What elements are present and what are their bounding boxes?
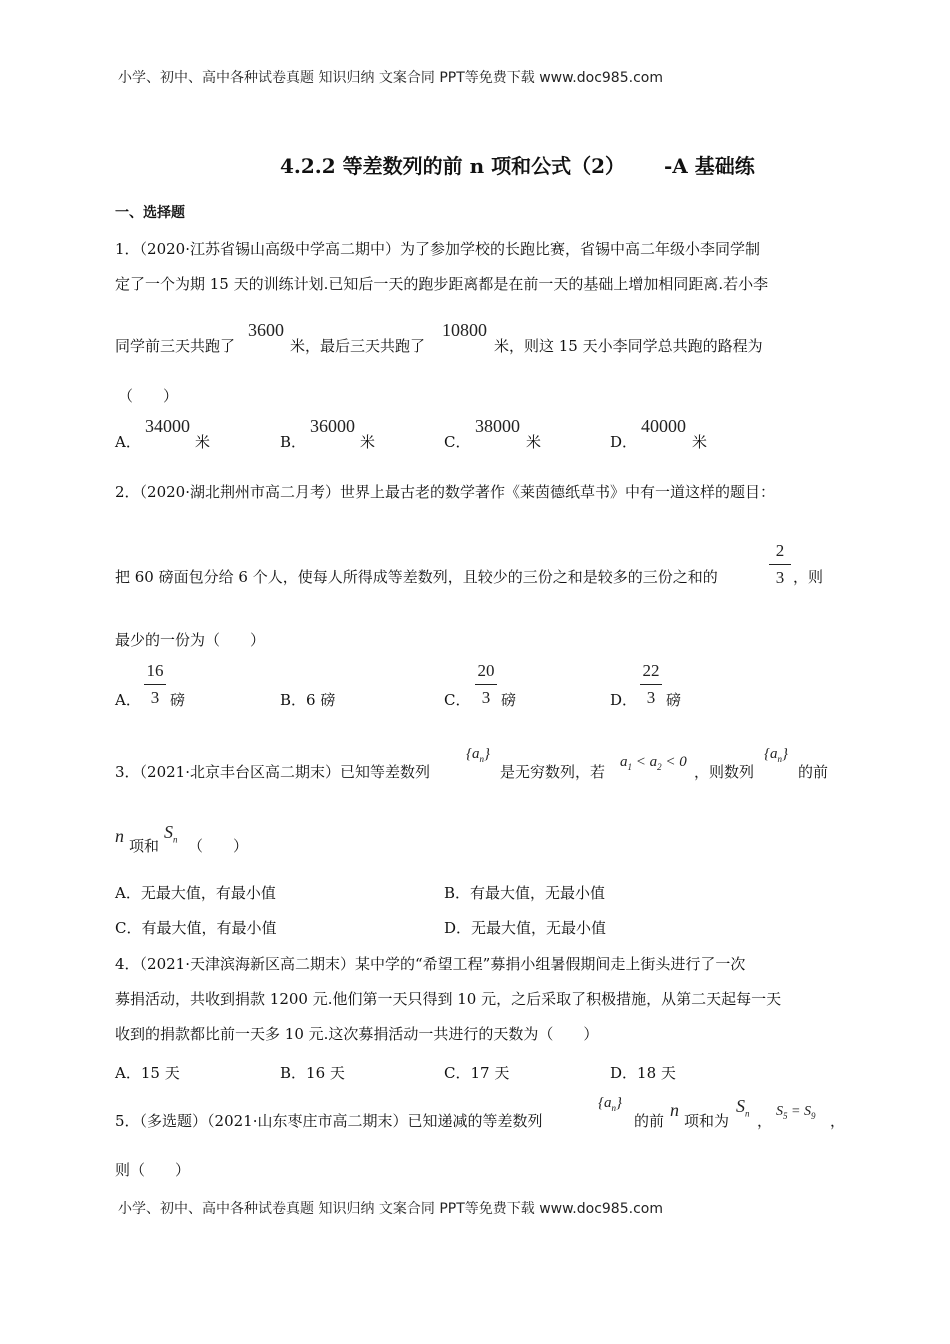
q4-line2: 募捐活动，共收到捐款 1200 元.他们第一天只得到 10 元，之后采取了积极措施，从第二天起每一天 [115, 990, 782, 1008]
q4-line1: 4．（2021·天津滨海新区高二期末）某中学的“希望工程”募捐小组暑假期间走上街头进行了一次 [115, 955, 746, 973]
q2-line2a: 把 60 磅面包分给 6 个人，使每人所得成等差数列，且较少的三份之和是较多的三份之和的 [115, 568, 718, 586]
page-title: 4.2.2 等差数列的前 n 项和公式（2） [280, 154, 626, 178]
q2-option-d-unit: 磅 [666, 691, 682, 709]
q5-line1d: ， [830, 1112, 846, 1130]
q2-option-a-unit: 磅 [170, 691, 186, 709]
q5-line1a: 5．（多选题）（2021·山东枣庄市高二期末）已知递减的等差数列 [115, 1112, 543, 1130]
q5-sum-sn: $S_n$ [736, 1096, 750, 1119]
q1-value-10800: 10800 [442, 320, 487, 340]
q3-option-c[interactable]: C．有最大值，有最小值 [115, 919, 277, 937]
q5-variable-n: n [670, 1100, 679, 1120]
q1-option-a-value: 34000 [145, 416, 190, 436]
q1-option-b-unit: 米 [360, 433, 376, 451]
q5-line2: 则（ ） [115, 1161, 191, 1179]
q2-option-d[interactable]: D． [610, 691, 638, 709]
q1-option-c[interactable]: C． [444, 433, 471, 451]
q4-option-d[interactable]: D．18 天 [610, 1064, 676, 1082]
q2-option-c-fraction: 20 3 [474, 660, 498, 709]
q3-sum-sn: $S_n$ [164, 822, 178, 845]
q2-line3: 最少的一份为（ ） [115, 631, 266, 649]
q3-line2a: 项和 [129, 837, 160, 855]
q3-line1a: 3．（2021·北京丰台区高二期末）已知等差数列 [115, 763, 430, 781]
q2-line2b: ，则 [793, 568, 824, 586]
q5-sequence-an: $\{a_n\}$ [598, 1095, 622, 1113]
q3-line1c: ，则数列 [694, 763, 755, 781]
q4-option-a[interactable]: A．15 天 [115, 1064, 180, 1082]
q1-line3c: 米，则这 15 天小李同学总共跑的路程为 [494, 337, 763, 355]
q2-option-a[interactable]: A． [115, 691, 141, 709]
q1-option-a[interactable]: A． [115, 433, 141, 451]
q3-condition: $a_1 < a_2 < 0$ [620, 754, 687, 772]
q4-line3: 收到的捐款都比前一天多 10 元.这次募捐活动一共进行的天数为（ ） [115, 1025, 599, 1043]
q1-option-d-value: 40000 [641, 416, 686, 436]
section-heading: 一、选择题 [115, 205, 185, 221]
q2-fraction-two-thirds: 2 3 [768, 540, 792, 589]
q2-option-d-fraction: 22 3 [639, 660, 663, 709]
q3-line1b: 是无穷数列，若 [500, 763, 606, 781]
q1-line2: 定了一个为期 15 天的训练计划.已知后一天的跑步距离都是在前一天的基础上增加相同距离.若小李 [115, 275, 769, 293]
q2-option-b[interactable]: B．6 磅 [280, 691, 336, 709]
q1-option-b[interactable]: B． [280, 433, 307, 451]
q4-option-b[interactable]: B．16 天 [280, 1064, 345, 1082]
q1-answer-paren: （ ） [118, 387, 179, 405]
q1-option-c-unit: 米 [526, 433, 542, 451]
q4-option-c[interactable]: C．17 天 [444, 1064, 510, 1082]
q1-line1: 1．（2020·江苏省锡山高级中学高二期中）为了参加学校的长跑比赛，省锡中高二年级小李同学制 [115, 240, 760, 258]
q1-line3b: 米，最后三天共跑了 [290, 337, 426, 355]
q3-option-d[interactable]: D．无最大值，无最小值 [444, 919, 607, 937]
q5-condition-s5-s9: $S_5 = S_9$ [776, 1104, 816, 1121]
page-subtitle: -A 基础练 [664, 154, 755, 178]
q5-comma: ， [757, 1112, 773, 1130]
q2-option-c[interactable]: C． [444, 691, 471, 709]
q5-line1b: 的前 [634, 1112, 665, 1130]
q3-line2b: （ ） [188, 837, 249, 855]
q1-value-3600: 3600 [248, 320, 284, 340]
q2-option-c-unit: 磅 [501, 691, 517, 709]
q1-option-d-unit: 米 [692, 433, 708, 451]
q3-sequence-an-2: $\{a_n\}$ [764, 746, 788, 764]
q3-variable-n: n [115, 826, 124, 846]
q1-option-b-value: 36000 [310, 416, 355, 436]
page-header: 小学、初中、高中各种试卷真题 知识归纳 文案合同 PPT等免费下载 www.doc985.com [118, 70, 663, 86]
q1-option-a-unit: 米 [195, 433, 211, 451]
q3-line1d: 的前 [798, 763, 829, 781]
q3-option-a[interactable]: A．无最大值，有最小值 [115, 884, 276, 902]
q1-option-c-value: 38000 [475, 416, 520, 436]
q5-line1c: 项和为 [684, 1112, 730, 1130]
q2-option-a-fraction: 16 3 [143, 660, 167, 709]
q1-line3a: 同学前三天共跑了 [115, 337, 236, 355]
q3-option-b[interactable]: B．有最大值，无最小值 [444, 884, 606, 902]
q2-line1: 2．（2020·湖北荆州市高二月考）世界上最古老的数学著作《莱茵德纸草书》中有一道这样的题目： [115, 483, 775, 501]
q1-option-d[interactable]: D． [610, 433, 638, 451]
page-footer: 小学、初中、高中各种试卷真题 知识归纳 文案合同 PPT等免费下载 www.doc985.com [118, 1201, 663, 1217]
q3-sequence-an: $\{a_n\}$ [466, 746, 490, 764]
